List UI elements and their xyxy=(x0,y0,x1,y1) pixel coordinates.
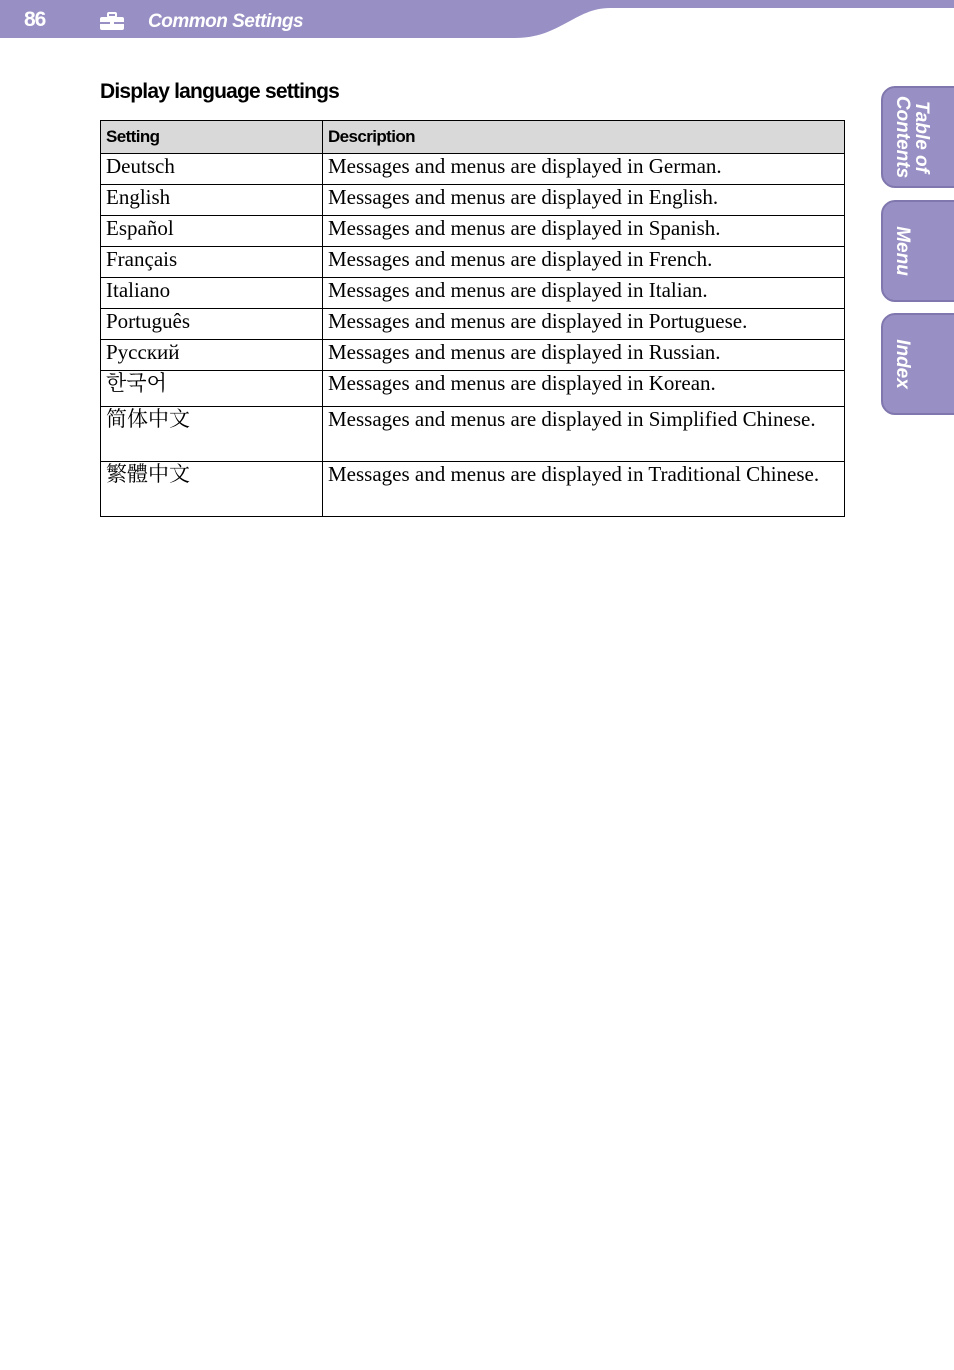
setting-cell: English xyxy=(101,185,323,216)
table-row xyxy=(101,309,845,340)
page-heading: Display language settings xyxy=(100,80,340,103)
setting-cell: Español xyxy=(101,216,323,247)
table-row xyxy=(101,247,845,278)
tab-table-of-contents-label: Table of Contents xyxy=(892,95,932,179)
table-row xyxy=(101,185,845,216)
table-row xyxy=(101,407,845,462)
column-header-description: Description xyxy=(323,121,845,154)
tab-table-of-contents[interactable] xyxy=(881,86,954,188)
page-number: 86 xyxy=(24,8,46,31)
table-row xyxy=(101,154,845,185)
tab-index-label: Index xyxy=(892,339,913,389)
table-row xyxy=(101,278,845,309)
setting-cell: 한국어 xyxy=(101,371,323,407)
tab-menu[interactable] xyxy=(881,200,954,302)
setting-cell: Русский xyxy=(101,340,323,371)
description-cell: Messages and menus are displayed in German. xyxy=(323,154,845,185)
setting-cell: Français xyxy=(101,247,323,278)
column-header-setting: Setting xyxy=(101,121,323,154)
description-cell: Messages and menus are displayed in Portuguese. xyxy=(323,309,845,340)
setting-cell: Português xyxy=(101,309,323,340)
setting-cell: 繁體中文 xyxy=(101,462,323,517)
tab-menu-label: Menu xyxy=(892,226,913,276)
setting-cell: 简体中文 xyxy=(101,407,323,462)
description-cell: Messages and menus are displayed in Italian. xyxy=(323,278,845,309)
description-cell: Messages and menus are displayed in Simplified Chinese. xyxy=(323,407,845,462)
header-band-shape xyxy=(0,0,954,40)
tab-index[interactable] xyxy=(881,313,954,415)
table-row xyxy=(101,371,845,407)
description-cell: Messages and menus are displayed in Korean. xyxy=(323,371,845,407)
description-cell: Messages and menus are displayed in Russian. xyxy=(323,340,845,371)
header-band xyxy=(0,0,954,40)
table-header-row xyxy=(101,121,845,154)
description-cell: Messages and menus are displayed in Spanish. xyxy=(323,216,845,247)
setting-cell: Italiano xyxy=(101,278,323,309)
table-row xyxy=(101,216,845,247)
setting-cell: Deutsch xyxy=(101,154,323,185)
description-cell: Messages and menus are displayed in French. xyxy=(323,247,845,278)
table-row xyxy=(101,340,845,371)
section-title: Common Settings xyxy=(148,11,304,32)
language-settings-table xyxy=(100,120,845,517)
description-cell: Messages and menus are displayed in Traditional Chinese. xyxy=(323,462,845,517)
description-cell: Messages and menus are displayed in English. xyxy=(323,185,845,216)
table-row xyxy=(101,462,845,517)
